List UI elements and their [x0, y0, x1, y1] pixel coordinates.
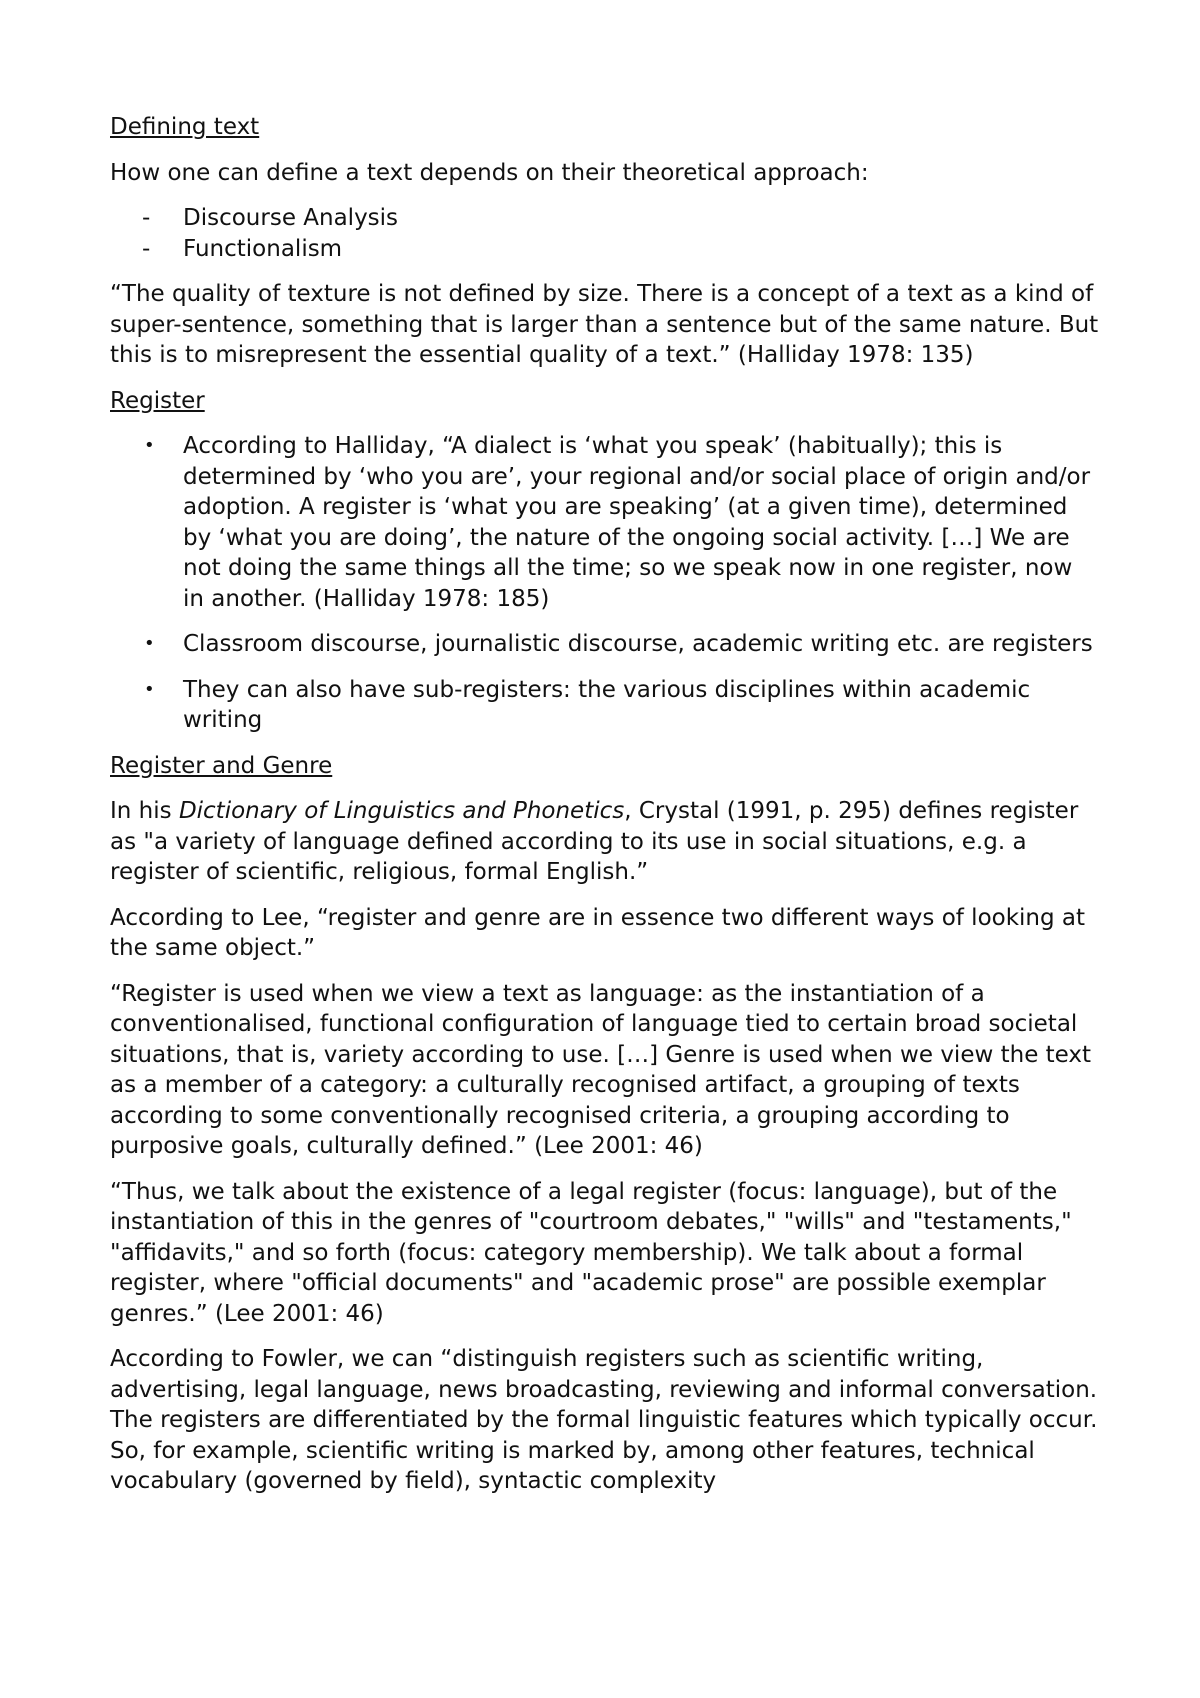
heading-register: Register	[110, 387, 205, 414]
heading-defining-text: Defining text	[110, 114, 260, 140]
bullet-marker: •	[144, 678, 155, 700]
halliday-quote-paragraph: “The quality of texture is not defined by size. There is a concept of a text as a kind of super-sentence, something that is larger than a sentence but of the same nature. But this is to misrepresent the essential quality of a text.” (Halliday 1978: 135)	[110, 281, 1099, 368]
lee-quote-paragraph-1: “Register is used when we view a text as language: as the instantiation of a conventionalised, functional configuration of language tied to certain broad societal situations, that is, variety according to use. […] Genre is used when we view the text as a member of a category: a culturally recognised artifact, a grouping of texts according to some conventionally recognised criteria, a grouping according to purposive goals, culturally defined.” (Lee 2001: 46)	[110, 980, 1092, 1159]
lee-intro-paragraph: According to Lee, “register and genre are in essence two different ways of looking at the same object.”	[110, 904, 1086, 961]
list-item: - Discourse Analysis	[110, 203, 1100, 234]
lee-quote-paragraph-2: “Thus, we talk about the existence of a legal register (focus: language), but of the instantiation of this in the genres of "courtroom debates," "wills" and "testaments," "affidavits," and so forth (focus: category membership). We talk about a formal register, where "official documents" and "academic prose" are possible exemplar genres.” (Lee 2001: 46)	[110, 1178, 1072, 1327]
list-item: • Classroom discourse, journalistic discourse, academic writing etc. are registers	[110, 629, 1100, 660]
bullet-marker: •	[144, 633, 155, 654]
list-item: • According to Halliday, “A dialect is ‘what you speak’ (habitually); this is determined by ‘who you are’, your regional and/or social place of origin and/or adoption. A register is ‘what you are speaking’ (at a given time), determined by ‘what you are doing’, the nature of the ongoing social activity. […] We are not doing the same things all the time; so we speak now in one register, now in another. (Halliday 1978: 185)	[144, 433, 1091, 612]
register-bullet-list	[110, 431, 1100, 736]
heading-register-and-genre: Register and Genre	[110, 752, 333, 779]
dash-marker: -	[142, 205, 151, 231]
book-title: Dictionary of Linguistics and Phonetics	[178, 798, 625, 824]
fowler-paragraph: According to Fowler, we can “distinguish registers such as scientific writing, advertising, legal language, news broadcasting, reviewing and informal conversation. The registers are differentiated by the formal linguistic features which typically occur. So, for example, scientific writing is marked by, among other features, technical vocabulary (governed by field), syntactic complexity	[110, 1346, 1098, 1494]
bullet-marker: •	[144, 435, 155, 456]
list-item: - Functionalism	[110, 234, 1100, 265]
intro-paragraph: How one can define a text depends on their theoretical approach:	[110, 159, 869, 186]
list-item: • They can also have sub-registers: the various disciplines within academic writing	[144, 676, 1031, 733]
approach-list	[110, 203, 1100, 264]
dash-marker: -	[142, 235, 151, 262]
crystal-paragraph: In his Dictionary of Linguistics and Phonetics, Crystal (1991, p. 295) defines register as "a variety of language defined according to its use in social situations, e.g. a register of scientific, religious, formal English.”	[110, 798, 1079, 885]
